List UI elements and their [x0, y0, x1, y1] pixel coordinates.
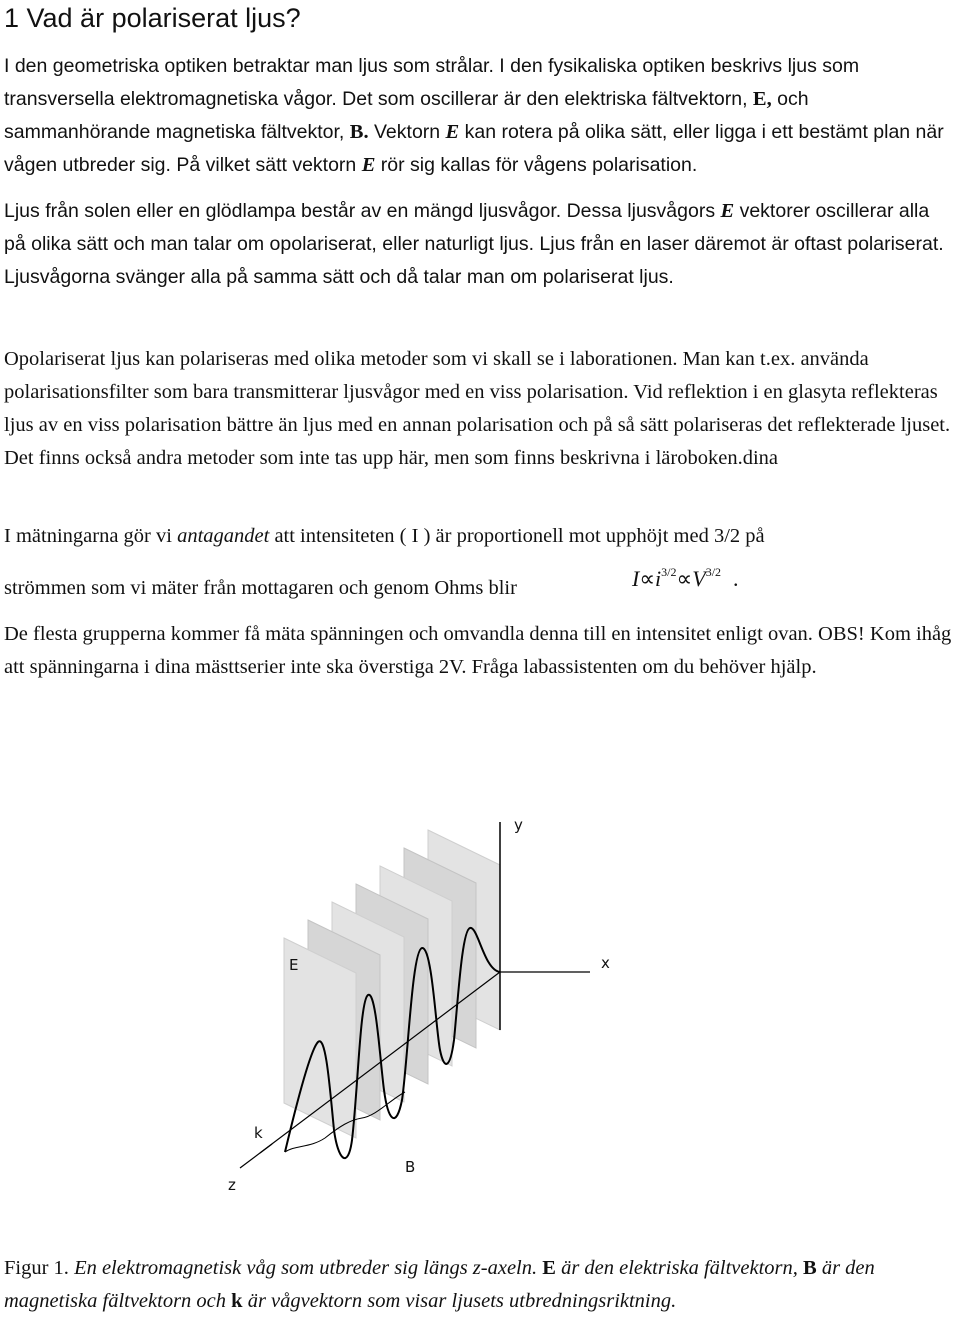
paragraph-instructions: De flesta grupperna kommer få mäta spänningen och omvandla denna till en intensitet enligt ovan. OBS! Kom ihåg att spänningarna i dina mästtserier inte ska överstiga 2V. Fråga labassistenten om du behöver hjälp. [4, 623, 952, 678]
label-e: E [289, 956, 299, 974]
label-k: k [254, 1124, 263, 1142]
text: rör sig kallas för vågens polarisation. [375, 154, 698, 176]
text: I mätningarna gör vi [4, 525, 178, 547]
proportional-symbol: ∝ [676, 566, 693, 591]
paragraph-unpolarized [4, 195, 956, 294]
formula-v: V [692, 566, 706, 591]
paragraph-ohms-law: strömmen som vi mäter från mottagaren och genom Ohms blir [4, 577, 517, 599]
caption-text: En elektromagnetisk våg som utbreder sig längs z-axeln. [74, 1257, 543, 1279]
formula-i-intensity: I [632, 566, 640, 591]
vector-e: E, [752, 88, 772, 110]
text: I den geometriska optiken betraktar man ljus som strålar. I den fysikaliska optiken beskrivs ljus som transversella elektromagnetiska vågor. Det som oscillerar är den elektriska fältvektorn, [4, 55, 860, 110]
label-b: B [405, 1158, 416, 1176]
vector-e: E [361, 154, 376, 176]
label-z: z [228, 1176, 236, 1194]
em-wave-figure [200, 800, 660, 1220]
vector-e: E [445, 121, 460, 143]
label-y: y [514, 816, 523, 834]
paragraph-polarization-methods: Opolariserat ljus kan polariseras med olika metoder som vi skall se i laborationen. Man kan t.ex. använda polarisationsfilter som bara transmitterar ljusvågor med en viss polarisation. Vid reflektion i en glasyta reflekteras ljus av en viss polarisation bättre än ljus med en annan polarisation och på så sätt polariseras det reflekterade ljuset. Det finns också andra metoder som inte tas upp här, men som finns beskrivna i läroboken.dina [4, 348, 951, 469]
label-x: x [601, 954, 610, 972]
text: vektorer oscillerar alla på olika sätt och man talar om opolariserat, eller naturligt ljus. Ljus från en laser däremot är oftast polariserat. Ljusvågorna svänger alla på samma sätt och då talar man om polariserat ljus. [4, 200, 944, 288]
emphasis: antagandet [177, 525, 270, 547]
caption-prefix: Figur 1. [4, 1257, 75, 1279]
caption-text: är den elektriska fältvektorn, [555, 1257, 804, 1279]
proportional-symbol: ∝ [639, 566, 656, 591]
k-vector [260, 1144, 272, 1153]
vector-b: B [803, 1257, 817, 1279]
formula-dot: . [733, 566, 739, 591]
paragraph-assumption [4, 520, 956, 553]
intensity-formula [632, 566, 739, 592]
text: Ljus från solen eller en glödlampa består av en mängd ljusvågor. Dessa ljusvågors [4, 200, 721, 222]
text: kan rotera på olika sätt, eller ligga i ett bestämt plan när vågen utbreder sig. På vilket sätt vektorn [4, 121, 944, 176]
paragraph-wave-description [4, 50, 956, 182]
caption-text: är vågvektorn som visar ljusets utbredningsriktning. [242, 1290, 677, 1312]
text: att intensiteten ( I ) är proportionell mot upphöjt med 3/2 på [269, 525, 765, 547]
wavefront-planes [284, 830, 500, 1138]
formula-exponent: 3/2 [661, 564, 677, 579]
section-heading: 1 Vad är polariserat ljus? [4, 3, 301, 33]
vector-b: B. [349, 121, 369, 143]
figure-caption [4, 1252, 956, 1318]
vector-e: E [720, 200, 735, 222]
caption-text: är den magnetiska fältvektorn och [4, 1257, 875, 1312]
vector-k: k [231, 1290, 243, 1312]
formula-exponent: 3/2 [705, 564, 722, 579]
text: Vektorn [368, 121, 446, 143]
text: och sammanhörande magnetiska fältvektor, [4, 88, 809, 143]
formula-i-current: i [655, 566, 662, 591]
vector-e: E [542, 1257, 556, 1279]
em-wave-diagram [200, 800, 660, 1220]
